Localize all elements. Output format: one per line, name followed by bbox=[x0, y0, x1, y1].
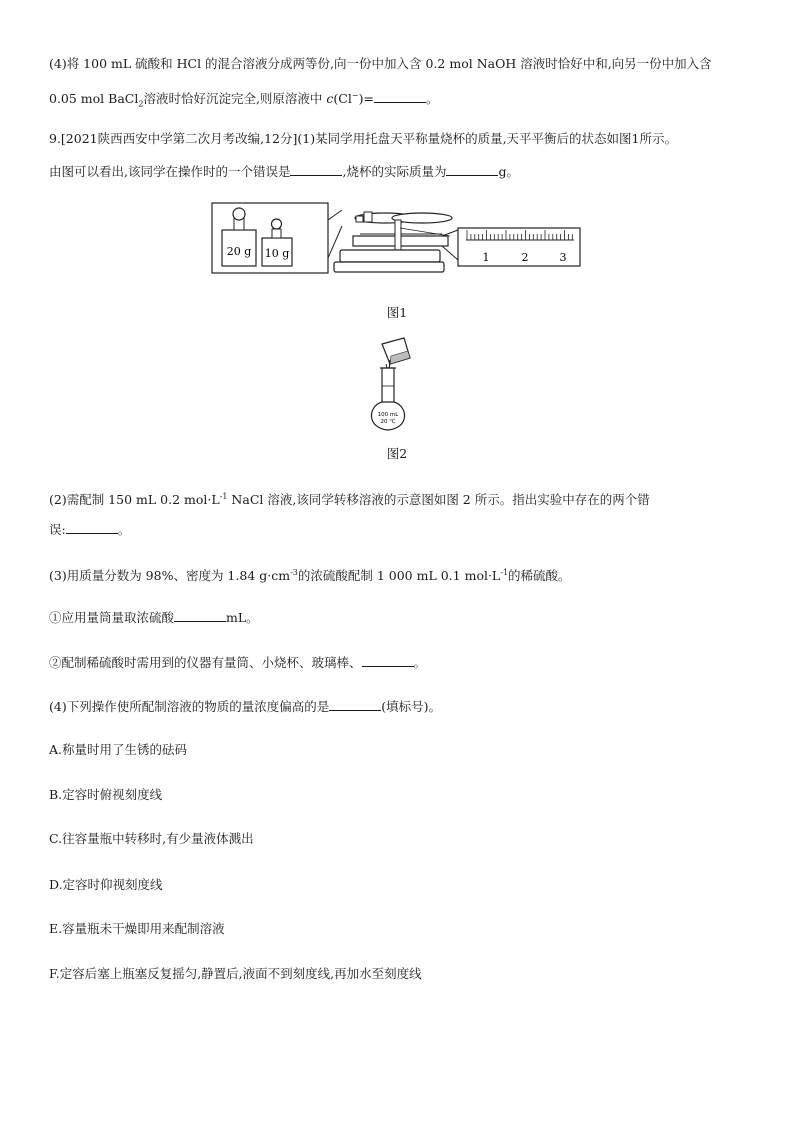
q9-3-stem bbox=[49, 564, 571, 585]
q9-line1: 9.[2021陕西西安中学第二次月考改编,12分](1)某同学用托盘天平称量烧杯的质量,天平平衡后的状态如图1所示。 bbox=[49, 131, 678, 146]
volumetric-flask-icon bbox=[371, 338, 410, 430]
answer-blank-q9-4[interactable] bbox=[329, 697, 381, 711]
figure1-caption: 图1 bbox=[386, 305, 408, 320]
q9-2-text-a: (2)需配制 150 mL 0.2 mol·L bbox=[49, 492, 220, 508]
answer-blank-q9-1-mass[interactable] bbox=[446, 162, 498, 176]
q9-2-text-c: 误: bbox=[49, 522, 66, 537]
weight-10g-label: 10 g bbox=[264, 247, 290, 260]
ruler-label-1: 1 bbox=[482, 251, 490, 264]
figure1-balance-diagram bbox=[210, 198, 590, 280]
answer-blank-q9-2[interactable] bbox=[66, 520, 118, 534]
answer-blank-q9-3-instrument[interactable] bbox=[362, 653, 414, 667]
answer-blank-q9-1-error[interactable] bbox=[290, 162, 342, 176]
figure2-caption: 图2 bbox=[386, 446, 408, 461]
q9-3-sub1-b: mL。 bbox=[226, 610, 259, 625]
q9-2-sup: -1 bbox=[219, 492, 228, 501]
balance-icon bbox=[334, 212, 452, 272]
q8-4-c-symbol: c bbox=[326, 91, 334, 107]
q9-3-sub2 bbox=[49, 653, 426, 672]
q8-4-text-a: 0.05 mol BaCl bbox=[49, 91, 139, 107]
q9-4-text-b: (填标号)。 bbox=[381, 699, 441, 714]
q9-line2-a: 由图可以看出,该同学在操作时的一个错误是 bbox=[49, 164, 291, 179]
q9-4-stem bbox=[49, 697, 441, 716]
q8-4-line1: (4)将 100 mL 硫酸和 HCl 的混合溶液分成两等份,向一份中加入含 0.2 mol NaOH 溶液时恰好中和,向另一份中加入含 bbox=[49, 56, 712, 71]
q9-2-text-b: NaCl 溶液,该同学转移溶液的示意图如图 2 所示。指出实验中存在的两个错 bbox=[227, 492, 650, 508]
q9-2-line2 bbox=[49, 520, 130, 539]
q9-line2-c: g。 bbox=[498, 164, 519, 179]
q9-3-sup1: -3 bbox=[290, 568, 298, 577]
q9-3-sub2-a: ②配制稀硫酸时需用到的仪器有量筒、小烧杯、玻璃棒、 bbox=[49, 655, 362, 670]
ruler-label-3: 3 bbox=[559, 251, 567, 264]
q9-3-sub1-a: ①应用量筒量取浓硫酸 bbox=[49, 610, 175, 625]
q9-3-sub2-b: 。 bbox=[413, 655, 427, 670]
q9-3-text-c: 的稀硫酸。 bbox=[508, 568, 571, 584]
flask-label-volume: 100 mL bbox=[377, 412, 399, 418]
ruler-label-2: 2 bbox=[521, 251, 529, 264]
q9-2-text-d: 。 bbox=[117, 522, 131, 537]
option-f: F.定容后塞上瓶塞反复摇匀,静置后,液面不到刻度线,再加水至刻度线 bbox=[49, 966, 422, 981]
q8-4-text-f: 。 bbox=[425, 91, 439, 107]
weight-20g-label: 20 g bbox=[226, 245, 252, 258]
q9-3-sub1 bbox=[49, 608, 259, 627]
q9-3-text-b: 的浓硫酸配制 1 000 mL 0.1 mol·L bbox=[297, 568, 501, 584]
option-d: D.定容时仰视刻度线 bbox=[49, 877, 163, 892]
q8-4-line2 bbox=[49, 87, 438, 114]
answer-blank-q8-4[interactable] bbox=[374, 89, 426, 103]
answer-blank-q9-3-volume[interactable] bbox=[174, 608, 226, 622]
figure2-flask-diagram bbox=[360, 336, 420, 434]
q8-4-sup: − bbox=[351, 91, 359, 100]
q8-4-text-d: (Cl bbox=[333, 91, 352, 107]
q9-3-sup2: -1 bbox=[500, 568, 509, 577]
q9-2-line1 bbox=[49, 488, 650, 509]
q9-3-text-a: (3)用质量分数为 98%、密度为 1.84 g·cm bbox=[49, 568, 291, 584]
option-a: A.称量时用了生锈的砝码 bbox=[49, 742, 188, 757]
option-b: B.定容时俯视刻度线 bbox=[49, 787, 163, 802]
option-c: C.往容量瓶中转移时,有少量液体溅出 bbox=[49, 831, 254, 846]
q8-4-sub: 2 bbox=[138, 99, 144, 109]
q8-4-text-e: )= bbox=[358, 91, 374, 107]
q9-4-text-a: (4)下列操作使所配制溶液的物质的量浓度偏高的是 bbox=[49, 699, 330, 714]
flask-label-temp: 20 ℃ bbox=[380, 419, 396, 425]
option-e: E.容量瓶未干燥即用来配制溶液 bbox=[49, 921, 225, 936]
q9-line2 bbox=[49, 162, 519, 181]
q9-line2-b: ,烧杯的实际质量为 bbox=[342, 164, 447, 179]
q8-4-text-b: 溶液时恰好沉淀完全,则原溶液中 bbox=[143, 91, 327, 107]
